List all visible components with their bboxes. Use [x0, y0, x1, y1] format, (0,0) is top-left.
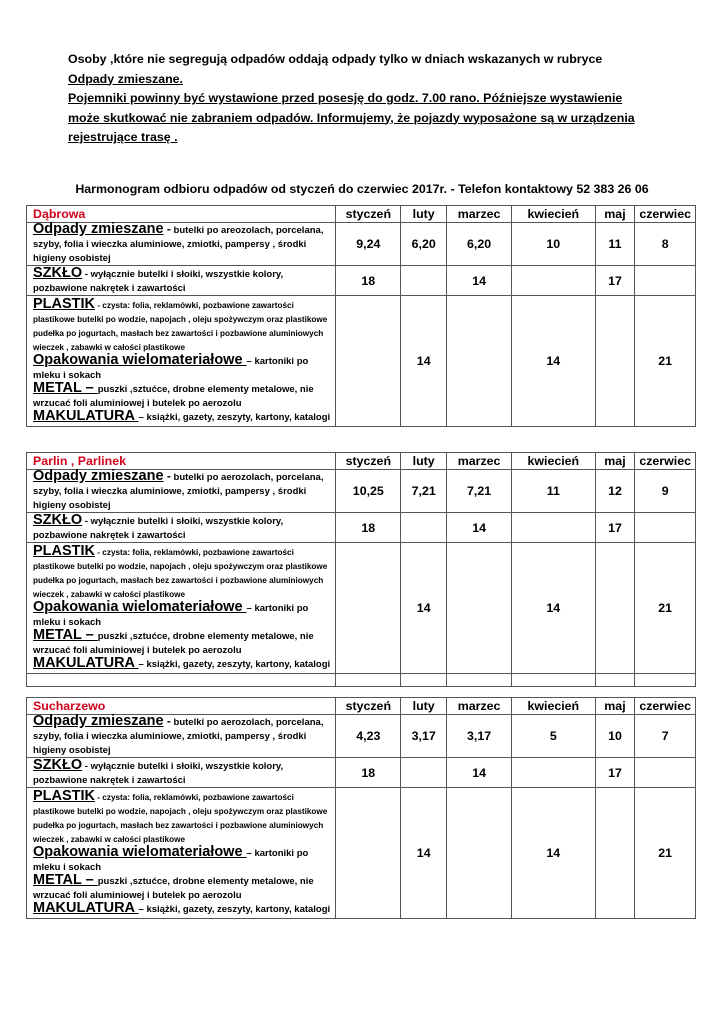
intro-line-1-underlined: Odpady zmieszane. — [68, 71, 183, 86]
intro-line-2: Pojemniki powinny być wystawione przed posesję do godz. 7.00 rano. Późniejsze wystawienie może skutkować nie zabraniem odpadów. Informujemy, że pojazdy wyposażone są w urządzenia rejestrujące trasę . — [68, 91, 635, 144]
mixed-waste-date: 11 — [595, 223, 635, 266]
blank-row — [27, 674, 696, 687]
glass-date: 17 — [595, 266, 635, 296]
recyclables-date — [336, 296, 401, 427]
schedule-table-3 — [26, 697, 696, 919]
mixed-waste-date: 9 — [635, 470, 696, 513]
location-name: Dąbrowa — [27, 206, 336, 223]
multimaterial-desc: – kartoniki po mleku i sokach — [33, 603, 309, 628]
multimaterial-block — [33, 846, 335, 874]
glass-date: 18 — [336, 758, 401, 788]
glass-desc: - wyłącznie butelki i słoiki, wszystkie kolory, pozbawione nakrętek i zawartości — [33, 268, 284, 294]
recyclables-date — [336, 788, 401, 919]
metal-block — [33, 874, 335, 902]
recyclables-label — [27, 788, 336, 919]
paper-desc: – książki, gazety, zeszyty, kartony, katalogi — [138, 659, 331, 670]
mixed-waste-date: 6,20 — [447, 223, 512, 266]
month-header: luty — [401, 453, 447, 470]
recyclables-date — [447, 788, 512, 919]
metal-block — [33, 629, 335, 657]
plastic-block — [33, 545, 335, 601]
multimaterial-desc: – kartoniki po mleku i sokach — [33, 356, 309, 381]
blank-cell — [511, 674, 595, 687]
recyclables-date: 21 — [635, 296, 696, 427]
glass-date: 18 — [336, 266, 401, 296]
glass-title: SZKŁO — [33, 264, 83, 281]
mixed-waste-date: 7,21 — [447, 470, 512, 513]
month-header: styczeń — [336, 698, 401, 715]
mixed-waste-date: 10,25 — [336, 470, 401, 513]
month-header: luty — [401, 206, 447, 223]
mixed-waste-row — [27, 470, 696, 513]
glass-label — [27, 758, 336, 788]
glass-date: 14 — [447, 758, 512, 788]
mixed-waste-row — [27, 715, 696, 758]
schedule-table-1 — [26, 205, 696, 427]
mixed-waste-date: 7,21 — [401, 470, 447, 513]
mixed-waste-date: 4,23 — [336, 715, 401, 758]
month-header: czerwiec — [635, 453, 696, 470]
glass-date: 17 — [595, 513, 635, 543]
blank-cell — [635, 674, 696, 687]
paper-desc: – książki, gazety, zeszyty, kartony, katalogi — [138, 904, 331, 915]
month-header: styczeń — [336, 206, 401, 223]
mixed-waste-title: Odpady zmieszane — [33, 221, 164, 237]
glass-date — [401, 513, 447, 543]
location-name: Sucharzewo — [27, 698, 336, 715]
mixed-waste-dash: - — [163, 714, 171, 728]
mixed-waste-desc: butelki po aerozolach, porcelana, szyby, folia i wieczka aluminiowe, zmiotki, pampersy , środki higieny osobistej — [33, 717, 324, 756]
plastic-desc: - czysta: folia, reklamówki, pozbawione zawartości plastikowe butelki po wodzie, napojach , oleju spożywczym oraz plastikowe pudełka po jogurtach, masłach bez zawartości i pozbawione aluminiowych wieczek , zabawki w całości plastikowe — [33, 301, 328, 352]
mixed-waste-title: Odpady zmieszane — [33, 468, 164, 484]
mixed-waste-date: 3,17 — [447, 715, 512, 758]
month-header: maj — [595, 206, 635, 223]
mixed-waste-date: 10 — [511, 223, 595, 266]
glass-date — [635, 758, 696, 788]
month-header: czerwiec — [635, 206, 696, 223]
mixed-waste-date: 8 — [635, 223, 696, 266]
glass-label — [27, 266, 336, 296]
plastic-title: PLASTIK — [33, 788, 96, 804]
mixed-waste-date: 7 — [635, 715, 696, 758]
paper-block — [33, 410, 335, 424]
location-name: Parlin , Parlinek — [27, 453, 336, 470]
month-header: marzec — [447, 698, 512, 715]
multimaterial-desc: – kartoniki po mleku i sokach — [33, 848, 309, 873]
recyclables-date — [595, 296, 635, 427]
mixed-waste-dash: - — [163, 222, 171, 236]
glass-date: 14 — [447, 513, 512, 543]
paper-desc: – książki, gazety, zeszyty, kartony, katalogi — [138, 412, 331, 423]
plastic-block — [33, 790, 335, 846]
plastic-desc: - czysta: folia, reklamówki, pozbawione zawartości plastikowe butelki po wodzie, napojach , oleju spożywczym oraz plastikowe pudełka po jogurtach, masłach bez zawartości i pozbawione aluminiowych wieczek , zabawki w całości plastikowe — [33, 548, 328, 599]
mixed-waste-desc: butelki po areozolach, porcelana, szyby, folia i wieczka aluminiowe, zmiotki, pampersy , środki higieny osobistej — [33, 225, 324, 264]
header-row — [27, 698, 696, 715]
blank-cell — [27, 674, 336, 687]
plastic-desc: - czysta: folia, reklamówki, pozbawione zawartości plastikowe butelki po wodzie, napojach , oleju spożywczym oraz plastikowe pudełka po jogurtach, masłach bez zawartości i pozbawione aluminiowych wieczek , zabawki w całości plastikowe — [33, 793, 328, 844]
recyclables-date: 14 — [511, 296, 595, 427]
blank-cell — [336, 674, 401, 687]
recyclables-row — [27, 296, 696, 427]
metal-title: METAL – — [33, 627, 98, 643]
recyclables-date — [336, 543, 401, 674]
recyclables-row — [27, 543, 696, 674]
recyclables-label — [27, 543, 336, 674]
mixed-waste-label — [27, 470, 336, 513]
mixed-waste-date: 6,20 — [401, 223, 447, 266]
mixed-waste-dash: - — [163, 469, 171, 483]
month-header: marzec — [447, 206, 512, 223]
metal-desc: puszki ,sztućce, drobne elementy metalowe, nie wrzucać foli aluminiowej i butelek po aerozolu — [33, 631, 314, 656]
multimaterial-title: Opakowania wielomateriałowe — [33, 599, 247, 615]
glass-row — [27, 266, 696, 296]
recyclables-date: 14 — [511, 543, 595, 674]
glass-row — [27, 513, 696, 543]
mixed-waste-row — [27, 223, 696, 266]
plastic-block — [33, 298, 335, 354]
glass-date — [401, 266, 447, 296]
mixed-waste-date: 11 — [511, 470, 595, 513]
paper-title: MAKULATURA — [33, 655, 139, 671]
metal-title: METAL – — [33, 872, 98, 888]
recyclables-date: 14 — [401, 543, 447, 674]
glass-date — [401, 758, 447, 788]
glass-label — [27, 513, 336, 543]
mixed-waste-date: 12 — [595, 470, 635, 513]
mixed-waste-label — [27, 715, 336, 758]
month-header: kwiecień — [511, 698, 595, 715]
schedule-table-2 — [26, 452, 696, 687]
month-header: styczeń — [336, 453, 401, 470]
recyclables-label — [27, 296, 336, 427]
multimaterial-block — [33, 354, 335, 382]
recyclables-date — [447, 543, 512, 674]
blank-cell — [401, 674, 447, 687]
metal-title: METAL – — [33, 380, 98, 396]
glass-date — [635, 513, 696, 543]
metal-desc: puszki ,sztućce, drobne elementy metalowe, nie wrzucać foli aluminiowej i butelek po aerozolu — [33, 876, 314, 901]
recyclables-row — [27, 788, 696, 919]
recyclables-date — [595, 788, 635, 919]
glass-date — [635, 266, 696, 296]
glass-desc: - wyłącznie butelki i słoiki, wszystkie kolory, pozbawione nakrętek i zawartości — [33, 760, 284, 786]
paper-title: MAKULATURA — [33, 900, 139, 916]
mixed-waste-date: 10 — [595, 715, 635, 758]
mixed-waste-label — [27, 223, 336, 266]
blank-cell — [447, 674, 512, 687]
month-header: kwiecień — [511, 453, 595, 470]
blank-cell — [595, 674, 635, 687]
glass-date: 17 — [595, 758, 635, 788]
mixed-waste-date: 3,17 — [401, 715, 447, 758]
intro-line-1: Osoby ,które nie segregują odpadów oddają odpady tylko w dniach wskazanych w rubryce — [68, 52, 603, 66]
glass-date — [511, 513, 595, 543]
glass-row — [27, 758, 696, 788]
glass-date: 18 — [336, 513, 401, 543]
recyclables-date — [595, 543, 635, 674]
paper-block — [33, 902, 335, 916]
intro-notice — [68, 50, 648, 148]
paper-block — [33, 657, 335, 671]
recyclables-date: 21 — [635, 543, 696, 674]
plastic-title: PLASTIK — [33, 296, 96, 312]
month-header: maj — [595, 453, 635, 470]
month-header: luty — [401, 698, 447, 715]
plastic-title: PLASTIK — [33, 543, 96, 559]
mixed-waste-date: 9,24 — [336, 223, 401, 266]
glass-date: 14 — [447, 266, 512, 296]
glass-date — [511, 758, 595, 788]
multimaterial-title: Opakowania wielomateriałowe — [33, 844, 247, 860]
month-header: maj — [595, 698, 635, 715]
month-header: marzec — [447, 453, 512, 470]
month-header: czerwiec — [635, 698, 696, 715]
month-header: kwiecień — [511, 206, 595, 223]
mixed-waste-title: Odpady zmieszane — [33, 713, 164, 729]
glass-date — [511, 266, 595, 296]
recyclables-date: 14 — [511, 788, 595, 919]
recyclables-date: 14 — [401, 296, 447, 427]
glass-title: SZKŁO — [33, 756, 83, 773]
metal-desc: puszki ,sztućce, drobne elementy metalowe, nie wrzucać foli aluminiowej i butelek po aerozolu — [33, 384, 314, 409]
metal-block — [33, 382, 335, 410]
schedule-title: Harmonogram odbioru odpadów od styczeń do czerwiec 2017r. - Telefon kontaktowy 52 383 26 06 — [75, 182, 649, 196]
recyclables-date: 14 — [401, 788, 447, 919]
multimaterial-title: Opakowania wielomateriałowe — [33, 352, 247, 368]
recyclables-date — [447, 296, 512, 427]
glass-desc: - wyłącznie butelki i słoiki, wszystkie kolory, pozbawione nakrętek i zawartości — [33, 515, 284, 541]
header-row — [27, 453, 696, 470]
recyclables-date: 21 — [635, 788, 696, 919]
multimaterial-block — [33, 601, 335, 629]
paper-title: MAKULATURA — [33, 408, 139, 424]
header-row — [27, 206, 696, 223]
glass-title: SZKŁO — [33, 511, 83, 528]
mixed-waste-date: 5 — [511, 715, 595, 758]
mixed-waste-desc: butelki po aerozolach, porcelana, szyby, folia i wieczka aluminiowe, zmiotki, pampersy , środki higieny osobistej — [33, 472, 324, 511]
